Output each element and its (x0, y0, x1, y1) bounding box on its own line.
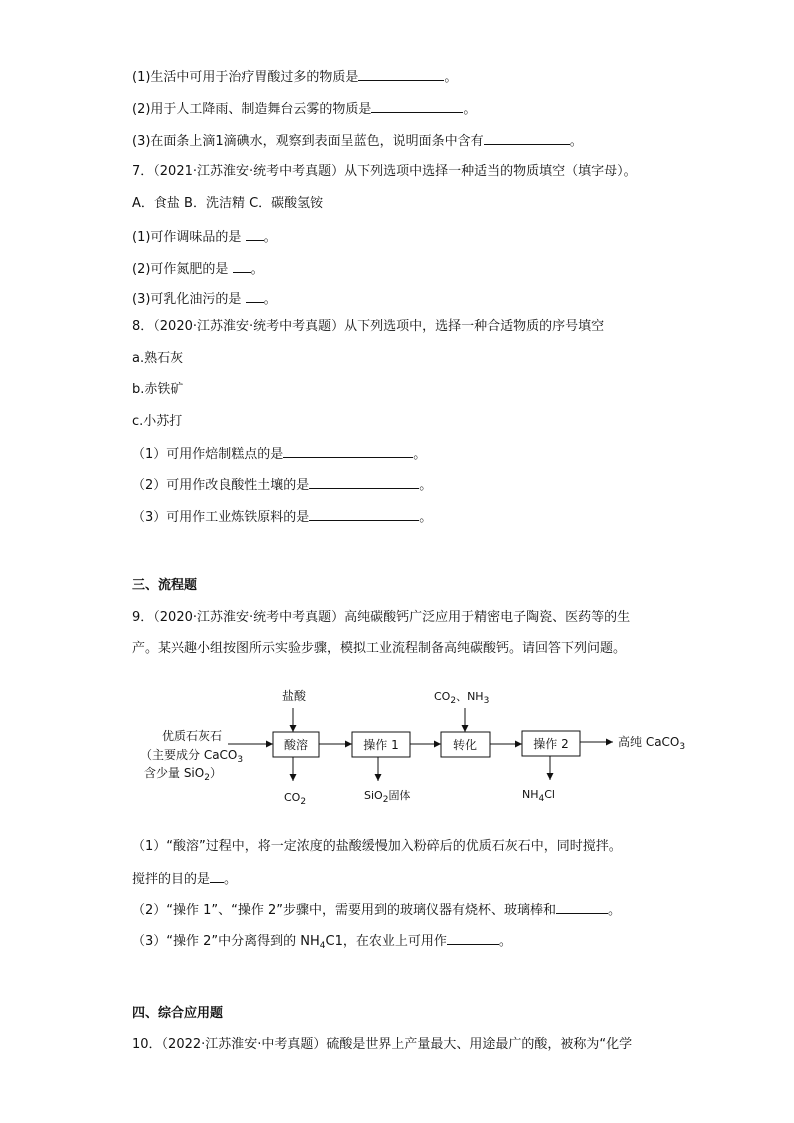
answer-blank[interactable] (447, 931, 499, 945)
raw-material-line-3: 含少量 SiO$_2$） (144, 766, 222, 783)
q7-stem: 7．（2021·江苏淮安·统考中考真题）从下列选项中选择一种适当的物质填空（填字母）。 (132, 164, 637, 179)
step-label: 转化 (452, 738, 478, 752)
step-label: 操作 1 (363, 738, 399, 752)
q7-item-1: (1)可作调味品的是 。 (132, 227, 277, 247)
q6-item-2: (2)用于人工降雨、制造舞台云雾的物质是 。 (132, 99, 476, 119)
q9-stem-line-2: 产。某兴趣小组按图所示实验步骤，模拟工业流程制备高纯碳酸钙。请回答下列问题。 (132, 641, 627, 656)
section-4-title: 四、综合应用题 (132, 1006, 224, 1021)
q6-item-3: (3)在面条上滴1滴碘水，观察到表面呈蓝色，说明面条中含有 。 (132, 131, 583, 151)
raw-material-line-2: （主要成分 CaCO$_3$ (140, 748, 244, 765)
q8-item-3: （3）可用作工业炼铁原料的是 。 (132, 507, 432, 527)
q10-stem: 10．（2022·江苏淮安·中考真题）硫酸是世界上产量最大、用途最广的酸，被称为“化学 (132, 1037, 633, 1052)
q7-item-2: (2)可作氮肥的是 。 (132, 259, 264, 279)
q7-options: A．食盐 B．洗洁精 C．碳酸氢铵 (132, 196, 324, 211)
q9-item-2: （2）“操作 1”、“操作 2”步骤中，需要用到的玻璃仪器有烧杯、玻璃棒和 。 (132, 900, 621, 920)
q9-stem-line-1: 9．（2020·江苏淮安·统考中考真题）高纯碳酸钙广泛应用于精密电子陶瓷、医药等的生 (132, 610, 631, 625)
q9-item-1-line-2: 搅拌的目的是 。 (132, 869, 237, 889)
q8-stem: 8．（2020·江苏淮安·统考中考真题）从下列选项中，选择一种合适物质的序号填空 (132, 319, 605, 334)
output-ammonium-chloride: $NH_4Cl$ (522, 788, 555, 804)
step-label: 酸溶 (283, 738, 309, 752)
q8-item-2: （2）可用作改良酸性土壤的是 。 (132, 475, 432, 495)
q8-option-c: c.小苏打 (132, 414, 183, 429)
product-label: 高纯 CaCO$_3$ (618, 735, 686, 752)
answer-blank[interactable] (556, 900, 608, 914)
input-gases: $CO_2$、$NH_3$ (434, 690, 490, 706)
answer-blank[interactable] (210, 869, 224, 883)
section-3-title: 三、流程题 (132, 578, 198, 593)
q7-item-3: (3)可乳化油污的是 。 (132, 289, 277, 309)
raw-material-line-1: 优质石灰石 (162, 729, 223, 743)
q8-option-b: b.赤铁矿 (132, 382, 184, 397)
q8-item-1: （1）可用作焙制糕点的是 。 (132, 444, 426, 464)
step-label: 操作 2 (533, 737, 569, 751)
q9-item-3: （3）“操作 2”中分离得到的 $NH_4C1$，在农业上可用作 。 (132, 931, 512, 955)
q9-item-1-line-1: （1）“酸溶”过程中，将一定浓度的盐酸缓慢加入粉碎后的优质石灰石中，同时搅拌。 (132, 839, 622, 854)
q6-item-1: (1)生活中可用于治疗胃酸过多的物质是 。 (132, 67, 457, 87)
q8-option-a: a.熟石灰 (132, 351, 184, 366)
output-carbon-dioxide: $CO_2$ (284, 791, 307, 807)
input-hydrochloric-acid: 盐酸 (282, 689, 307, 703)
output-silica-solid: SiO$_2$固体 (364, 789, 411, 805)
